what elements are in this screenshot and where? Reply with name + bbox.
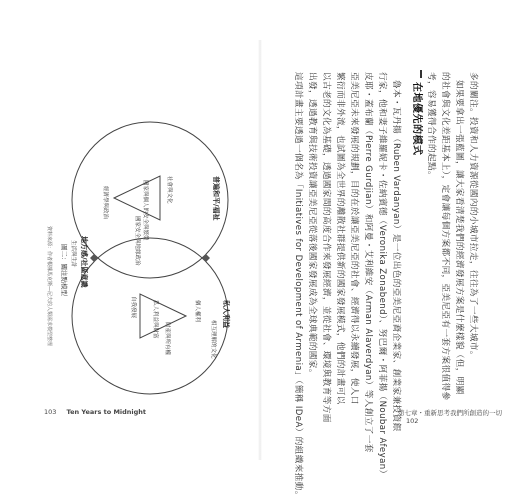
- right-running-title: 第七章・重新思考我們所創造的一切: [398, 409, 502, 417]
- section-heading: 在地優先的模式: [411, 82, 422, 156]
- top-triangle-label: 國家與個人的安全與繁榮: [142, 180, 148, 241]
- bottom-circle: [72, 238, 228, 394]
- bottom-circle-title: 私人利益: [222, 300, 230, 328]
- right-page: [260, 0, 520, 500]
- bottom-triangle-bottom: 自我發展: [130, 296, 136, 319]
- top-triangle: [114, 176, 160, 220]
- top-triangle-bottom: 社會與文化: [166, 176, 172, 204]
- arrow-marker: [90, 254, 98, 262]
- text-column: 繁衍而非外流，也試圖為全世界的離散社群提供新的國家發展模式，他們的計畫可以: [335, 72, 345, 405]
- arrow-marker: [202, 254, 210, 262]
- outer-right-label: 相互理解的文化: [210, 320, 216, 359]
- top-triangle-right: 國家安全與地緣政治: [134, 216, 140, 266]
- left-page-number: 103: [44, 408, 57, 416]
- overlap-sub: 生活與生計: [70, 240, 76, 268]
- text-column: 以古老的文化為基礎，透過國家間的高度合作來發展經濟，並從社會、環境與教育等方面: [321, 72, 331, 423]
- bottom-triangle: [140, 294, 186, 338]
- text-column: 多的關注。投資和人力資源從國內的小城市拉走，往往為了一些大城市。: [468, 72, 478, 360]
- text-column: 考，容易獲得合作的起點。: [426, 72, 436, 180]
- overlap-label: 地方感/社區意識: [80, 236, 88, 288]
- figure-caption-title: 圖二：關注點模型: [60, 244, 68, 296]
- text-column: 皮耶・蓋布蘭（Pierre Gurdjian）和阿曼・艾利維安（Arman Alaverdyan）等人創立了一套: [363, 72, 373, 453]
- text-column: 這項計畫主要透過一個名為「Initiatives for Development of Armenia」（簡稱 IDeA）的組織來推動。: [293, 72, 303, 500]
- right-page-number: 102: [406, 417, 419, 425]
- left-running-title: Ten Years to Midnight: [66, 408, 147, 416]
- text-column: 行家，他和妻子維羅妮卡・佐納賓德（Veronika Zonabend）、努巴爾・阿菲揚（Noubar Afeyan）: [377, 72, 387, 479]
- text-column: 亞美尼亞未來發展的規劃，目的在於讓亞美尼亞的社會、經濟得以永續發展，使人口: [349, 72, 359, 405]
- text-column: 的社會與文化差距基本上），定會讓每個方案都不同，亞美尼亞有一套方案很值得參: [440, 72, 450, 401]
- text-column: 出發，透過教育與技術投資讓亞美尼亞從落後國家發展成為全球典範的國家。: [307, 72, 317, 378]
- top-triangle-left: 經濟學與政治: [102, 186, 108, 220]
- top-circle: [72, 122, 228, 278]
- bottom-triangle-label: 私人利益與財富: [152, 300, 158, 339]
- right-page-footer: [398, 408, 520, 425]
- heading-rule: [420, 70, 422, 78]
- text-column: 如果要拿出一張藍圖，讓大家看清楚我們的經濟發展方案是什麼樣貌（但，明顯: [454, 80, 464, 395]
- left-page-footer: [44, 408, 146, 416]
- top-circle-title: 普遍和平/福祉: [212, 176, 220, 221]
- bottom-triangle-left: 個人權利: [194, 300, 200, 323]
- text-column: 魯本・瓦丹揚（Ruben Vardanyan）是一位出色的亞美尼亞裔企業家、創業家兼投資銀: [391, 80, 401, 432]
- bottom-triangle-right: 財產與所有權: [164, 322, 170, 356]
- figure-caption-note: 資料來源：作者根據馬克斯—尼夫的人類需求模型整理: [46, 226, 52, 347]
